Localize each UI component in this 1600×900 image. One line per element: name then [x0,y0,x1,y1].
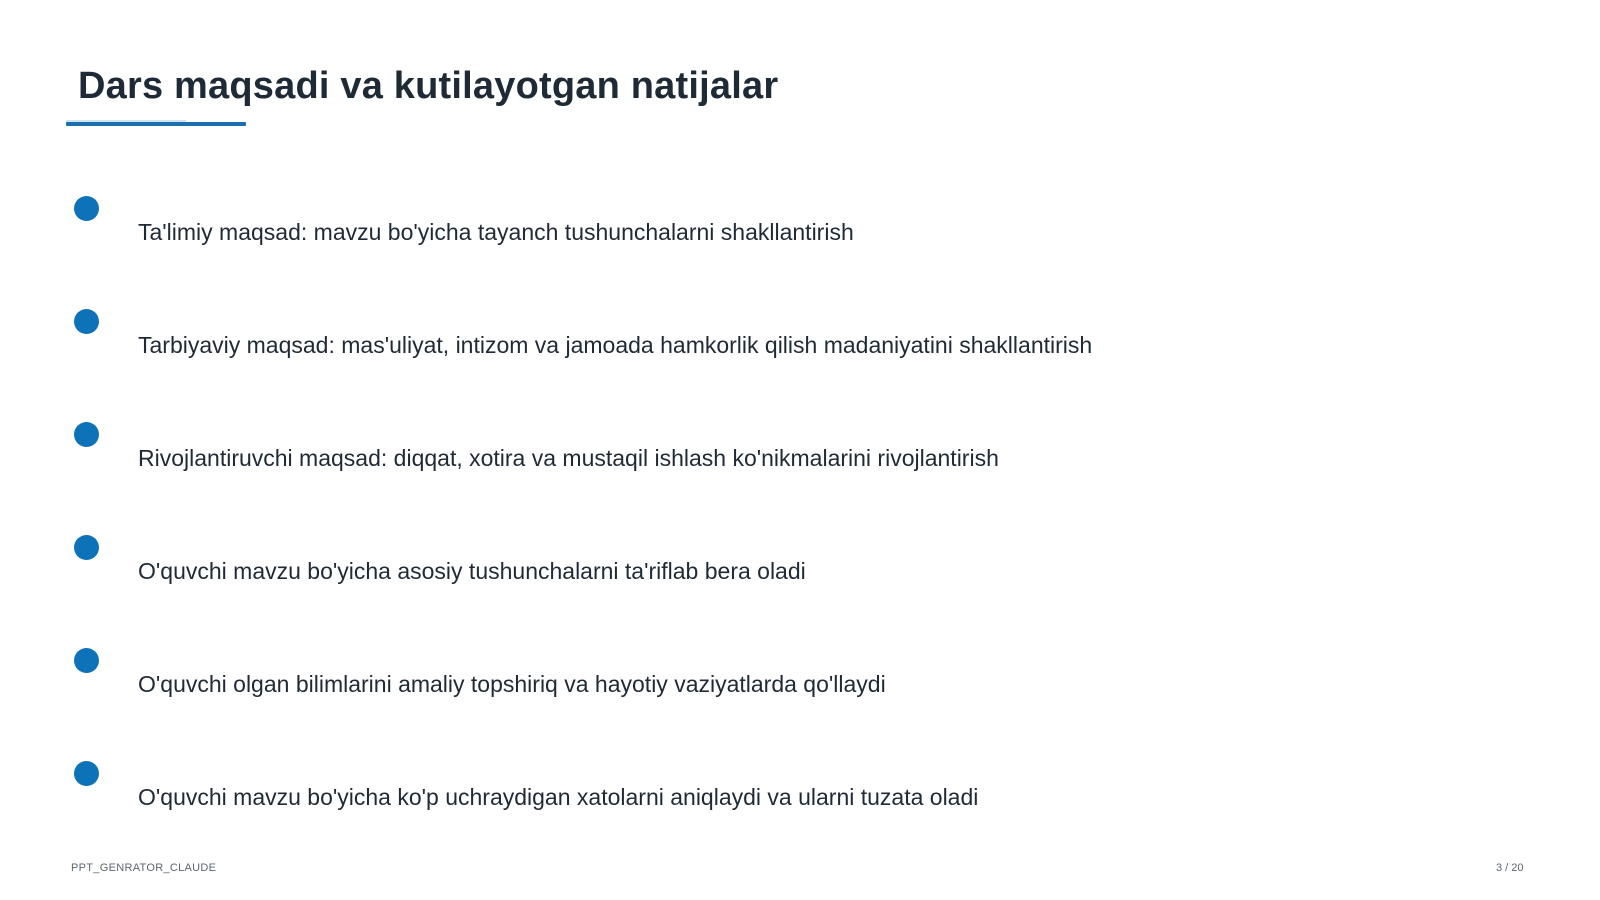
bullet-dot-icon [74,309,99,334]
bullet-dot-icon [74,196,99,221]
bullet-text: O'quvchi olgan bilimlarini amaliy topshiriq va hayotiy vaziyatlarda qo'llaydi [138,671,886,697]
bullet-item-2 [0,309,1600,389]
bullet-item-6 [0,761,1600,841]
page-indicator: 3 / 20 [1496,862,1524,874]
bullet-text: Ta'limiy maqsad: mavzu bo'yicha tayanch tushunchalarni shakllantirish [138,219,854,245]
footer-source-label: PPT_GENRATOR_CLAUDE [71,862,217,874]
bullet-text: Rivojlantiruvchi maqsad: diqqat, xotira va mustaqil ishlash ko'nikmalarini rivojlantirish [138,445,999,471]
slide-title: Dars maqsadi va kutilayotgan natijalar [78,65,779,107]
bullet-item-4 [0,535,1600,615]
bullet-dot-icon [74,422,99,447]
bullet-dot-icon [74,761,99,786]
bullet-item-5 [0,648,1600,728]
bullet-text: O'quvchi mavzu bo'yicha ko'p uchraydigan xatolarni aniqlaydi va ularni tuzata oladi [138,784,979,810]
bullet-dot-icon [74,648,99,673]
bullet-item-3 [0,422,1600,502]
bullet-text: O'quvchi mavzu bo'yicha asosiy tushunchalarni ta'riflab bera oladi [138,558,806,584]
bullet-item-1 [0,196,1600,276]
bullet-text: Tarbiyaviy maqsad: mas'uliyat, intizom va jamoada hamkorlik qilish madaniyatini shakllantirish [138,332,1093,358]
bullet-dot-icon [74,535,99,560]
